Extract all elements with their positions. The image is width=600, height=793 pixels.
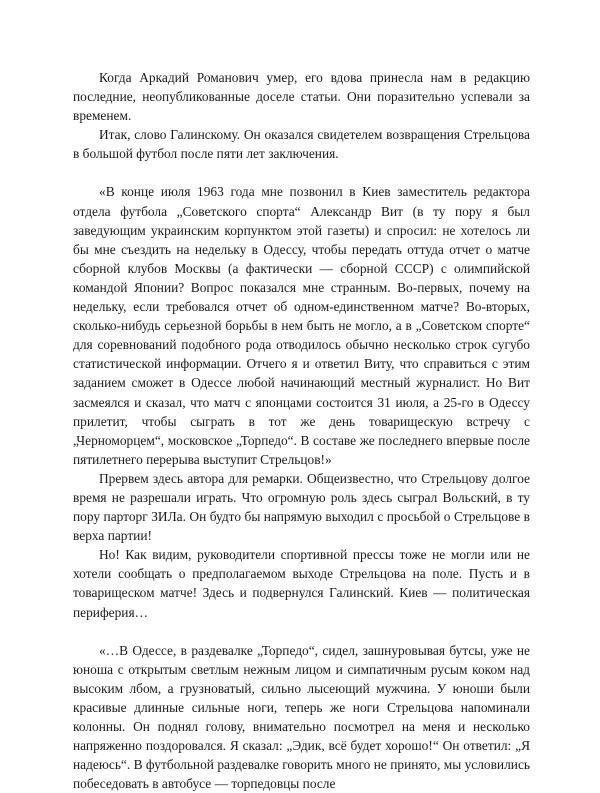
paragraph-remark: Прервем здесь автора для ремарки. Общеизвестно, что Стрельцову долгое время не разрешали играть. Что огромную роль здесь сыграл Вольский, в ту пору парторг ЗИЛа. Он будто бы напрямую выходил с просьбой о Стрельцове в верха партии!	[73, 470, 530, 544]
paragraph-quote-odessa: «…В Одессе, в раздевалке „Торпедо“, сидел, зашнуровывая бутсы, уже не юноша с открытым светлым нежным лицом и симпатичным русым коком над высоким лбом, а грузноватый, сильно лысеющий мужчина. У юноши были красивые длинные сильные ноги, теперь же ноги Стрельцова напоминали колонны. Он поднял голову, внимательно посмотрел на меня и несколько напряженно поздоровался. Я сказал: „Эдик, всё будет хорошо!“ Он ответил: „Я надеюсь“. В футбольной раздевалке говорить много не принято, мы условились побеседовать в автобусе — торпедовцы после	[73, 642, 530, 792]
paragraph-press: Но! Как видим, руководители спортивной прессы тоже не могли или не хотели сообщать о предполагаемом выходе Стрельцова на поле. Пусть и в товарищеском матче! Здесь и подвернулся Галинский. Киев — политическая периферия…	[73, 547, 530, 620]
document-body	[73, 68, 530, 793]
paragraph-intro: Когда Аркадий Романович умер, его вдова принесла нам в редакцию последние, неопубликованные доселе статьи. Они поразительно успевали за временем.	[73, 70, 530, 124]
paragraph-quote-july-1963: «В конце июля 1963 года мне позвонил в Киев заместитель редактора отдела футбола „Советского спорта“ Александр Вит (в ту пору я был заведующим украинским корпунктом этой газеты) и спросил: не хотелось ли бы мне съездить на недельку в Одессу, чтобы передать оттуда отчет о матче сборной клубов Москвы (а фактически — сборной СССР) с олимпийской командой Японии? Вопрос показался мне странным. Во-первых, почему на недельку, если требовался отчет об одном-единственном матче? Во-вторых, сколько-нибудь серьезной борьбы в нем быть не могло, а в „Советском спорте“ для соревнований подобного рода отводилось обычно несколько строк сугубо статистической информации. Отчего я и ответил Виту, что справиться с этим заданием сможет в Одессе любой начинающий местный журналист. Но Вит засмеялся и сказал, что матч с японцами состоится 31 июля, а 25-го в Одессу прилетит, чтобы сыграть в тот же день товарищескую встречу с „Черноморцем“, московское „Торпедо“. В составе же последнего впервые после пятилетнего перерыва выступит Стрельцов!»	[73, 184, 530, 467]
paragraph-galinsky: Итак, слово Галинскому. Он оказался свидетелем возвращения Стрельцова в большой футбол после пяти лет заключения.	[73, 127, 530, 162]
